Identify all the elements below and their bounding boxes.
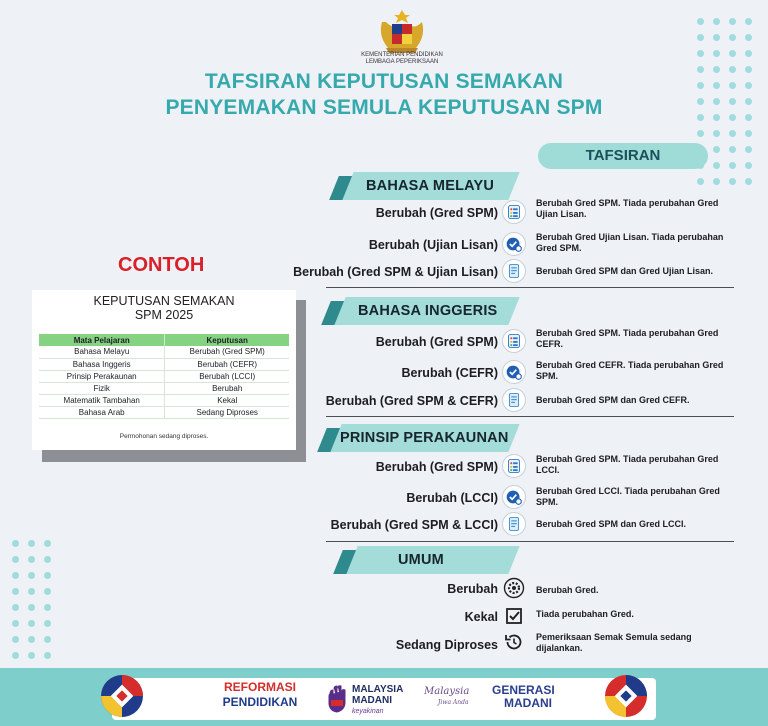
subject-cell: Prinsip Perakaunan (39, 370, 165, 382)
history-icon (502, 630, 526, 654)
result-cell: Kekal (165, 394, 289, 406)
row-label: Berubah (LCCI) (406, 491, 498, 505)
logo-text: MADANI (352, 695, 392, 706)
board-line: LEMBAGA PEPERIKSAAN (365, 59, 439, 65)
check-badge-icon (502, 485, 526, 509)
table-row (39, 346, 289, 358)
table-header-row (39, 334, 289, 346)
check-badge-icon (502, 360, 526, 384)
row-label: Sedang Diproses (395, 638, 498, 652)
logo-text: REFORMASI (224, 680, 296, 694)
table-row (39, 382, 289, 394)
row-description: Berubah Gred Ujian Lisan. Tiada perubahan Gred SPM. (536, 232, 724, 253)
page-title-line-2: PENYEMAKAN SEMULA KEPUTUSAN SPM (165, 96, 603, 119)
flag-pattern-right-icon (604, 674, 648, 718)
row-label: Berubah (Gred SPM) (375, 206, 498, 220)
section-title: BAHASA MELAYU (366, 178, 495, 194)
row-label: Berubah (Ujian Lisan) (368, 238, 498, 252)
row-label: Berubah (Gred SPM) (375, 335, 498, 349)
subject-cell: Bahasa Melayu (39, 346, 165, 358)
logo-text: Malaysia (424, 686, 470, 697)
row-label: Berubah (Gred SPM & CEFR) (325, 394, 498, 408)
tafsiran-label: TAFSIRAN (538, 143, 708, 169)
row-description: Berubah Gred LCCI. Tiada perubahan Gred SPM. (536, 486, 720, 507)
national-emblem-icon (376, 8, 428, 54)
table-row (39, 358, 289, 370)
card-title (32, 294, 296, 322)
logo-text: GENERASI (492, 683, 555, 697)
row-label: Berubah (Gred SPM) (375, 460, 498, 474)
page-title-line-1: TAFSIRAN KEPUTUSAN SEMAKAN (204, 70, 564, 93)
card-note: Permohonan sedang diproses. (119, 432, 209, 440)
madani-hand-icon (326, 684, 348, 714)
generasi-madani-logo (492, 684, 555, 710)
ministry-name (340, 52, 464, 66)
row-label: Berubah (Gred SPM & LCCI) (330, 518, 498, 532)
section-title: BAHASA INGGERIS (358, 303, 498, 319)
reformasi-pendidikan-logo (214, 680, 306, 710)
logo-text: MADANI (504, 696, 552, 710)
logo-text: Jiwa Anda (438, 699, 469, 706)
malaysia-madani-logo (352, 684, 403, 717)
section-title: PRINSIP PERAKAUNAN (340, 430, 509, 446)
row-description: Berubah Gred SPM dan Gred LCCI. (536, 519, 687, 529)
result-cell: Berubah (Gred SPM) (165, 346, 289, 358)
row-description: Berubah Gred SPM. Tiada perubahan Gred LCCI. (536, 454, 719, 475)
malaysia-jiwa-logo (424, 686, 469, 708)
row-label: Berubah (Gred SPM & Ujian Lisan) (293, 265, 498, 279)
chart-icon (502, 329, 526, 353)
result-table (39, 334, 289, 419)
section-divider (326, 541, 734, 542)
table-row (39, 370, 289, 382)
ministry-line: KEMENTERIAN PENDIDIKAN (361, 52, 443, 58)
row-label: Berubah (447, 582, 498, 596)
row-description: Berubah Gred SPM dan Gred CEFR. (536, 395, 690, 405)
document-icon (502, 388, 526, 412)
section-header-prinsip-perakaunan (336, 424, 514, 452)
subject-cell: Bahasa Inggeris (39, 358, 165, 370)
section-header-umum (352, 546, 514, 574)
section-divider (326, 416, 734, 417)
section-header-bahasa-inggeris (340, 297, 514, 325)
result-cell: Sedang Diproses (165, 406, 289, 418)
subject-cell: Fizik (39, 382, 165, 394)
row-description: Berubah Gred SPM dan Gred Ujian Lisan. (536, 266, 714, 276)
row-description: Berubah Gred CEFR. Tiada perubahan Gred SPM. (536, 360, 724, 381)
section-divider (326, 287, 734, 288)
table-row (39, 394, 289, 406)
flag-pattern-left-icon (100, 674, 144, 718)
result-cell: Berubah (165, 382, 289, 394)
section-title: UMUM (398, 552, 444, 568)
document-icon (502, 259, 526, 283)
logo-text: PENDIDIKAN (222, 695, 298, 709)
row-description: Berubah Gred SPM. Tiada perubahan Gred Ujian Lisan. (536, 198, 719, 219)
subject-cell: Matematik Tambahan (39, 394, 165, 406)
table-row (39, 406, 289, 418)
row-description: Berubah Gred SPM. Tiada perubahan Gred CEFR. (536, 328, 719, 349)
gear-icon (502, 576, 526, 600)
chart-icon (502, 200, 526, 224)
card-title-line-2: SPM 2025 (134, 308, 194, 322)
checkbox-icon (502, 604, 526, 628)
column-header: Mata Pelajaran (39, 334, 165, 346)
check-badge-icon (502, 232, 526, 256)
chart-icon (502, 454, 526, 478)
example-label: CONTOH (118, 254, 205, 276)
example-result-card (32, 290, 296, 450)
logo-text: keyakinan (352, 708, 384, 715)
column-header: Keputusan (165, 334, 289, 346)
subject-cell: Bahasa Arab (39, 406, 165, 418)
row-description: Pemeriksaan Semak Semula sedang dijalankan. (536, 632, 692, 653)
row-description: Berubah Gred. (536, 585, 599, 595)
result-cell: Berubah (LCCI) (165, 370, 289, 382)
section-header-bahasa-melayu (348, 172, 514, 200)
card-title-line-1: KEPUTUSAN SEMAKAN (93, 294, 235, 308)
logo-text: MALAYSIA (352, 684, 404, 695)
row-label: Kekal (464, 610, 498, 624)
row-label: Berubah (CEFR) (401, 366, 498, 380)
result-cell: Berubah (CEFR) (165, 358, 289, 370)
document-icon (502, 512, 526, 536)
row-description: Tiada perubahan Gred. (536, 609, 634, 619)
